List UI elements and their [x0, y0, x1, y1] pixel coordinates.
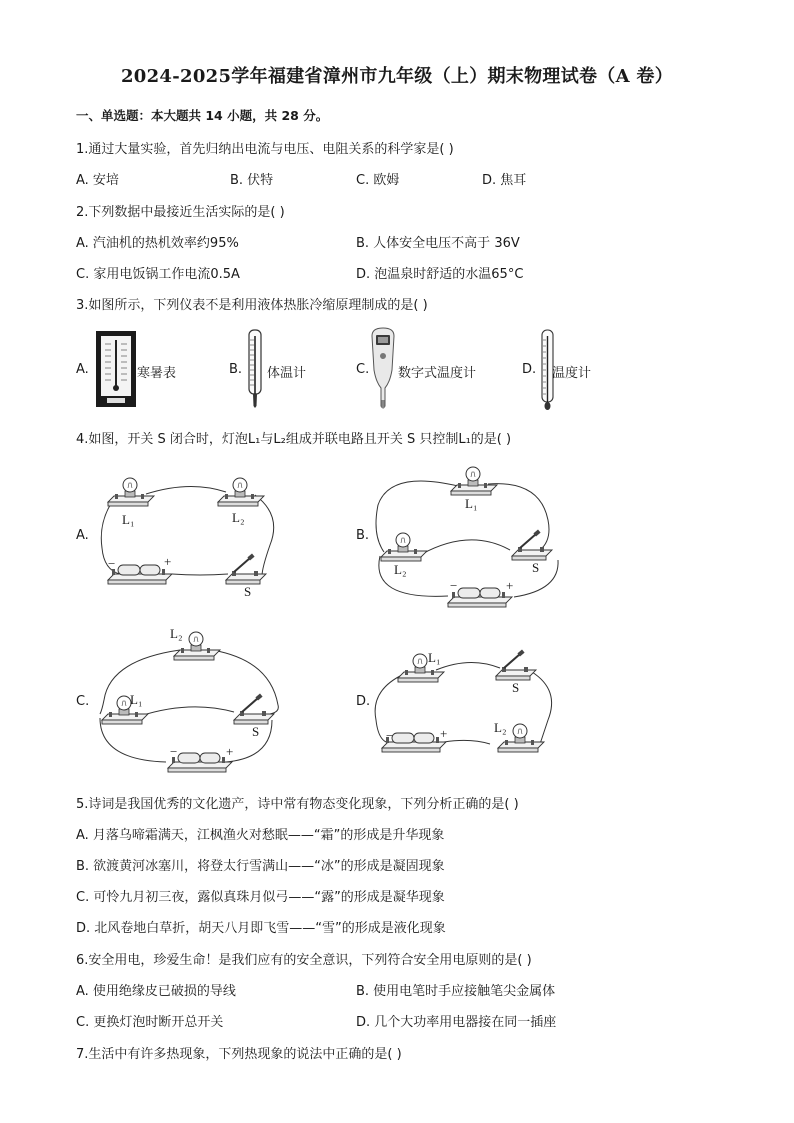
question-6-option-d: D. 几个大功率用电器接在同一插座: [356, 1015, 557, 1030]
question-5-option-a: A. 月落乌啼霜满天，江枫渔火对愁眠——“霜”的形成是升华现象: [76, 828, 445, 843]
question-2-stem: 2.下列数据中最接近生活实际的是( ): [76, 205, 285, 220]
circuit-d-plus-label: +: [440, 726, 448, 741]
question-7-stem: 7.生活中有许多热现象，下列热现象的说法中正确的是( ): [76, 1047, 402, 1062]
question-2-option-d: D. 泡温泉时舒适的水温65°C: [356, 267, 524, 282]
question-6-option-a: A. 使用绝缘皮已破损的导线: [76, 984, 236, 999]
question-3-option-c-text: 数字式温度计: [398, 366, 477, 381]
circuit-d-letter: D.: [356, 694, 371, 709]
circuit-c-letter: C.: [76, 694, 90, 709]
circuit-b-minus-label: −: [450, 578, 458, 593]
question-6-option-c: C. 更换灯泡时断开总开关: [76, 1015, 224, 1030]
circuit-a-minus-label: −: [108, 556, 116, 571]
question-2-option-b: B. 人体安全电压不高于 36V: [356, 236, 520, 251]
question-5-option-b: B. 欲渡黄河冰塞川，将登太行雪满山——“冰”的形成是凝固现象: [76, 859, 445, 874]
circuit-c-plus-label: +: [226, 744, 234, 759]
circuit-d-switch-label: S: [512, 680, 520, 695]
question-3-option-b-text: 体温计: [267, 366, 307, 381]
question-3-option-d-text: 温度计: [552, 366, 592, 381]
circuit-d-minus-label: −: [386, 728, 394, 743]
circuit-a-plus-label: +: [164, 554, 172, 569]
circuit-c-l2-label: L₂: [170, 626, 183, 641]
question-5-option-c: C. 可怜九月初三夜，露似真珠月似弓——“露”的形成是凝华现象: [76, 890, 445, 905]
question-5-option-d: D. 北风卷地白草折，胡天八月即飞雪——“雪”的形成是液化现象: [76, 921, 446, 936]
question-3-stem: 3.如图所示，下列仪表不是利用液体热胀冷缩原理制成的是( ): [76, 298, 428, 313]
question-2-option-c: C. 家用电饭锅工作电流0.5A: [76, 267, 240, 282]
question-4-stem: 4.如图，开关 S 闭合时，灯泡L₁与L₂组成并联电路且开关 S 只控制L₁的是( ): [76, 432, 512, 447]
question-1-stem: 1.通过大量实验，首先归纳出电流与电压、电阻关系的科学家是( ): [76, 142, 454, 157]
question-1-option-d: D. 焦耳: [482, 173, 527, 188]
circuit-b-letter: B.: [356, 528, 370, 543]
circuit-a-letter: A.: [76, 528, 89, 543]
page-title: 2024-2025学年福建省漳州市九年级（上）期末物理试卷（A 卷）: [120, 66, 674, 87]
circuit-b-l2-label: L₂: [394, 562, 407, 577]
circuit-c-l1-label: L₁: [130, 692, 143, 707]
question-3-option-a-text: 寒暑表: [137, 366, 177, 381]
question-2-option-a: A. 汽油机的热机效率约95%: [76, 236, 239, 251]
circuit-a-switch-label: S: [244, 584, 252, 599]
question-6-stem: 6.安全用电，珍爱生命！是我们应有的安全意识，下列符合安全用电原则的是( ): [76, 953, 532, 968]
circuit-b-l1-label: L₁: [465, 496, 478, 511]
circuit-c-switch-label: S: [252, 724, 260, 739]
circuit-d-l2-label: L₂: [494, 720, 507, 735]
circuit-a-l2-label: L₂: [232, 510, 245, 525]
section-header: 一、单选题：本大题共 14 小题，共 28 分。: [76, 108, 329, 123]
question-3-option-b-letter: B.: [229, 362, 243, 377]
question-6-option-b: B. 使用电笔时手应接触笔尖金属体: [356, 984, 556, 999]
question-5-stem: 5.诗词是我国优秀的文化遗产，诗中常有物态变化现象，下列分析正确的是( ): [76, 797, 519, 812]
question-3-option-d-letter: D.: [522, 362, 537, 377]
question-1-option-a: A. 安培: [76, 173, 119, 188]
question-3-option-c-letter: C.: [356, 362, 370, 377]
circuit-d-l1-label: L₁: [428, 650, 441, 665]
question-3-option-a-letter: A.: [76, 362, 89, 377]
circuit-a-l1-label: L₁: [122, 512, 135, 527]
question-1-option-c: C. 欧姆: [356, 173, 400, 188]
circuit-c-minus-label: −: [170, 744, 178, 759]
circuit-b-plus-label: +: [506, 578, 514, 593]
circuit-b-switch-label: S: [532, 560, 540, 575]
question-1-option-b: B. 伏特: [230, 173, 274, 188]
